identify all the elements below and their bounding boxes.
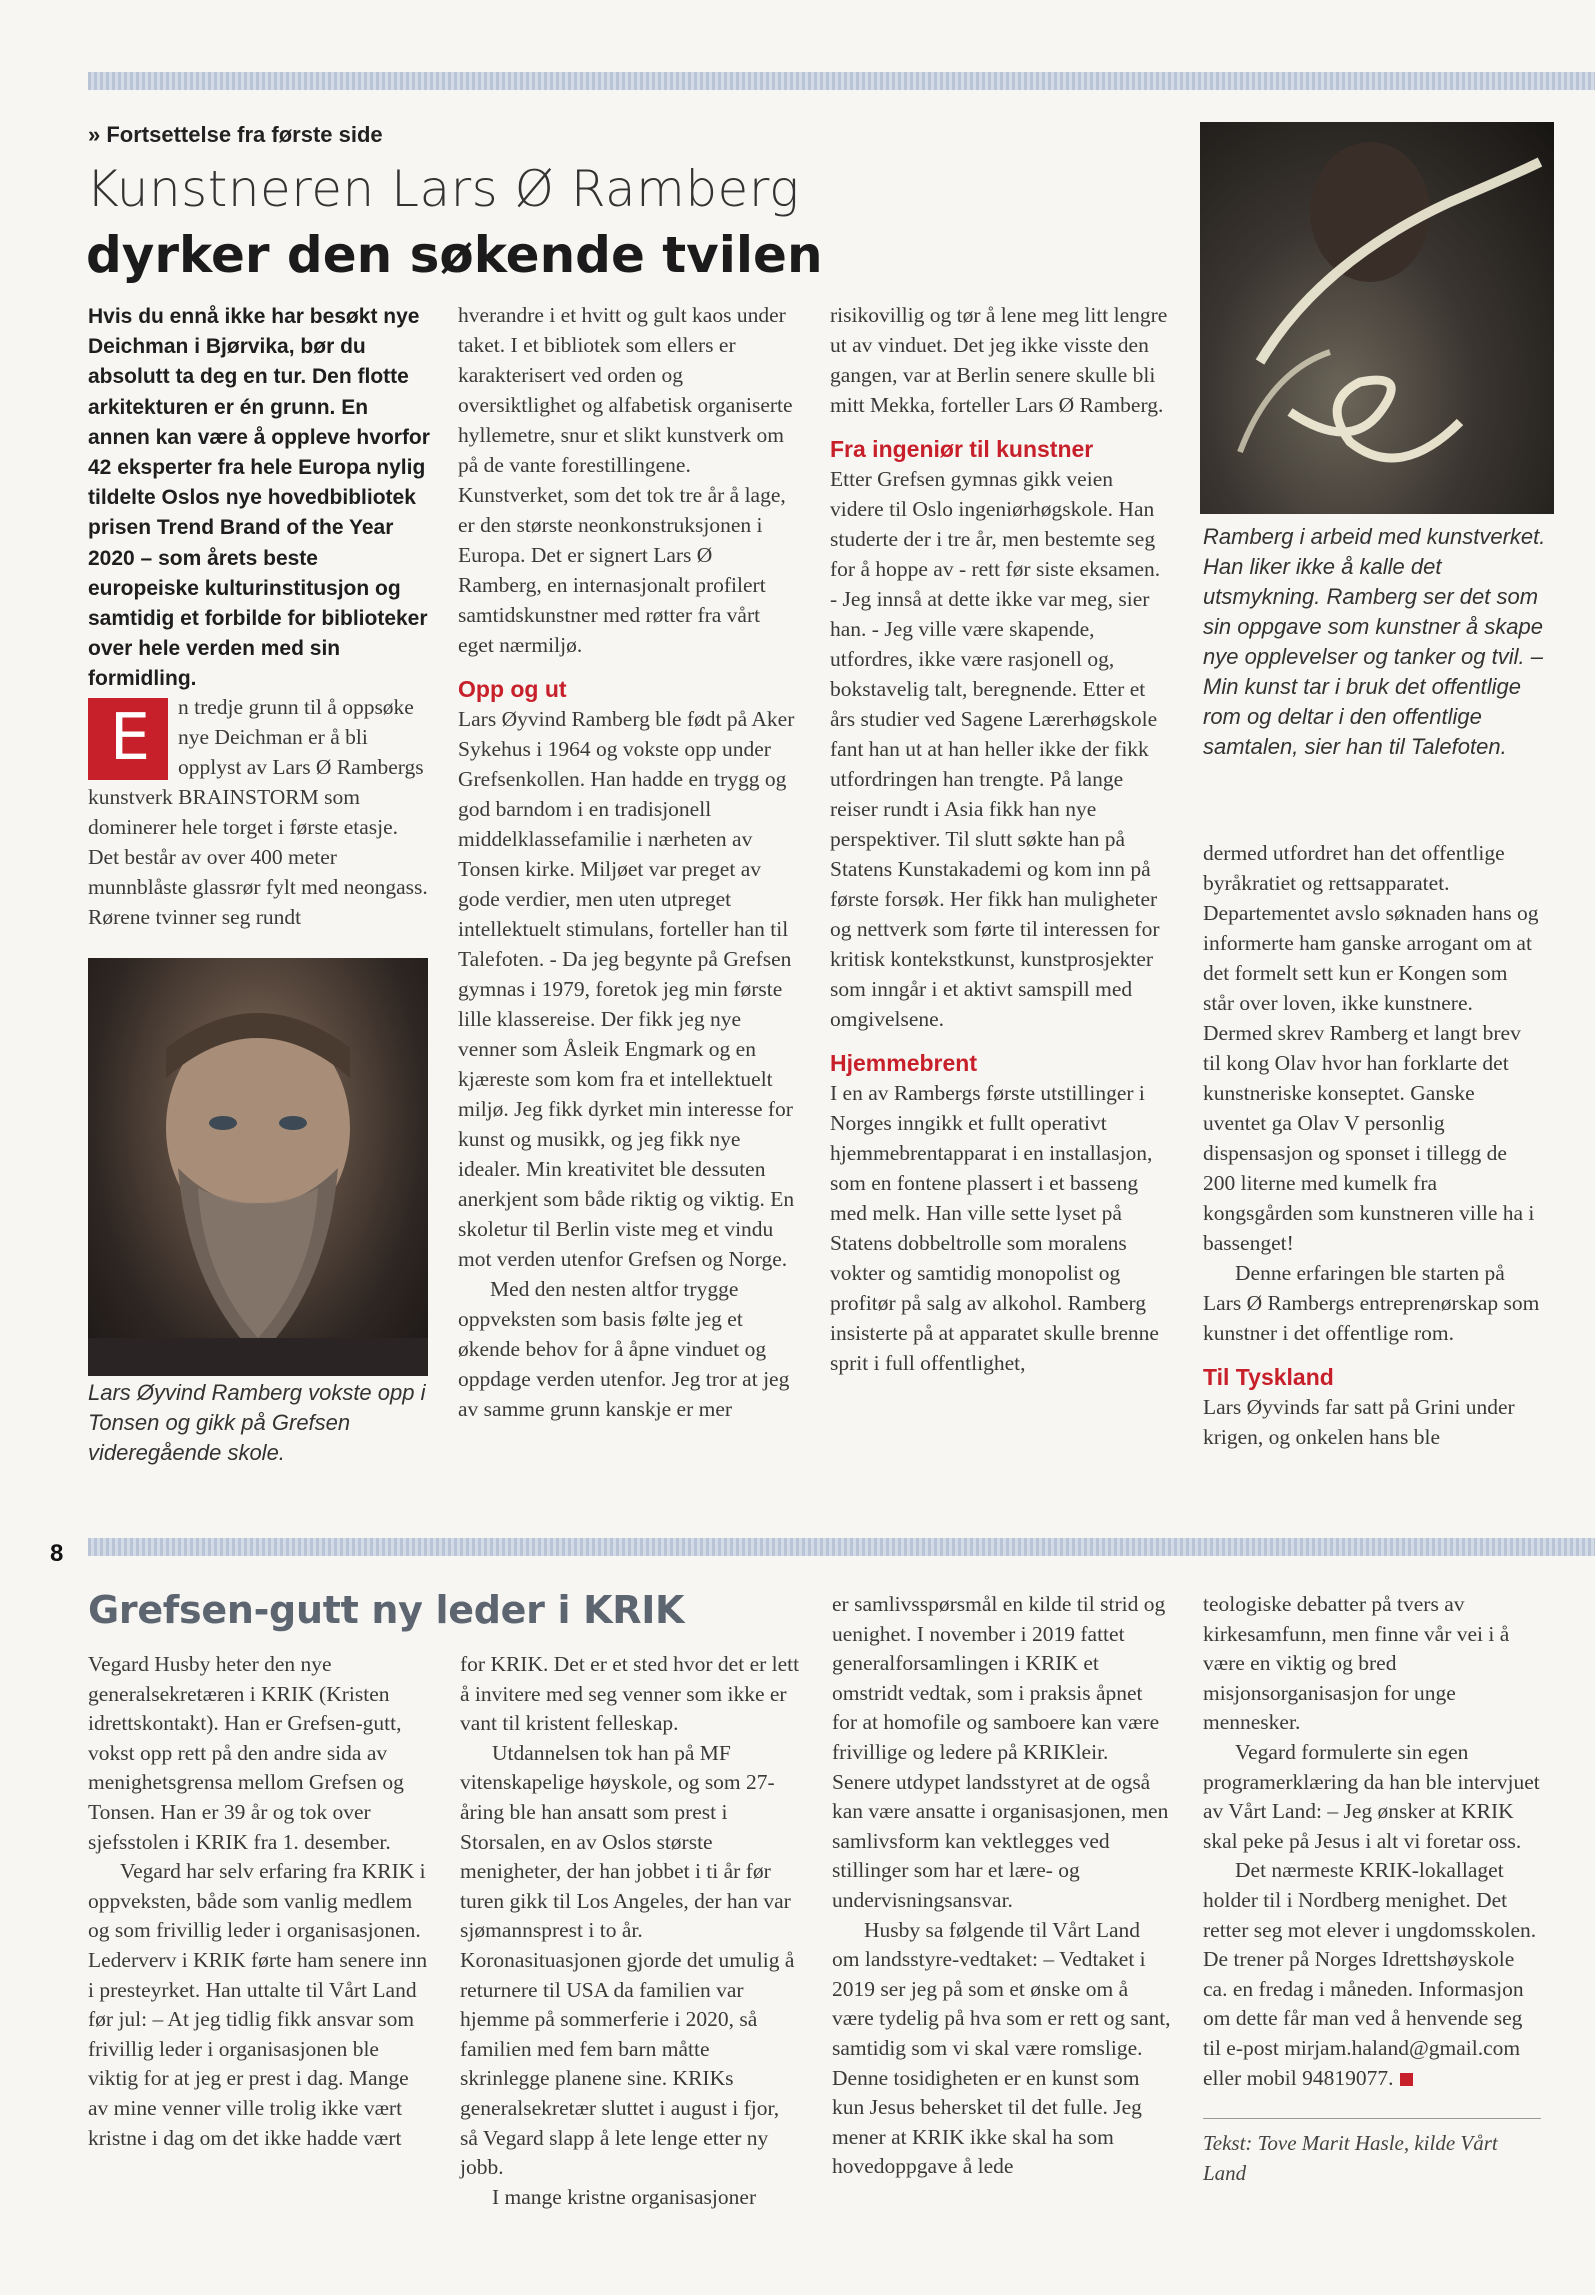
col4-paragraph-3: Lars Øyvinds far satt på Grini under krigen, og onkelen hans ble xyxy=(1203,1395,1515,1449)
middle-decorative-stripe xyxy=(88,1538,1595,1556)
krik-column-3 xyxy=(832,1590,1172,2182)
krik-column-4 xyxy=(1203,1590,1543,2093)
end-of-article-mark xyxy=(1400,2073,1413,2086)
krik-c4-paragraph-2: Vegard formulerte sin egen programerklæring da han ble intervjuet av Vårt Land: – Jeg ønsker at KRIK skal peke på Jesus i alt vi foretar oss. xyxy=(1203,1739,1540,1853)
col3-paragraph-1: risikovillig og tør å lene meg litt lengre ut av vinduet. Det jeg ikke visste den gangen, var at Berlin senere skulle bli mitt Mekka, forteller Lars Ø Ramberg. xyxy=(830,303,1168,417)
col4-paragraph-2: Denne erfaringen ble starten på Lars Ø Rambergs entreprenørskap som kunstner i det offentlige rom. xyxy=(1203,1261,1540,1345)
col2-paragraph-3: Med den nesten altfor trygge oppveksten som basis følte jeg et økende behov for å åpne vinduet og oppdage verden utenfor. Jeg tror at jeg av samme grunn kanskje er mer xyxy=(458,1277,790,1421)
headline-light: Kunstneren Lars Ø Ramberg xyxy=(86,160,800,218)
headline-bold: dyrker den søkende tvilen xyxy=(86,226,823,284)
col3-paragraph-3: I en av Rambergs første utstillinger i Norges inngikk et fullt operativt hjemmebrentapparat i en installasjon, som en fontene plassert i et basseng med melk. Han ville sette lyset på Statens dobbeltrolle som moralens vokter og samtidig monopolist og profitør på salg av alkohol. Ramberg insisterte på at apparatet skulle brenne sprit i full offentlighet, xyxy=(830,1081,1159,1375)
krik-c2-paragraph-1: for KRIK. Det er et sted hvor det er lett å invitere med seg venner som ikke er vant til kristent felleskap. xyxy=(460,1652,800,1736)
article-credit: Tekst: Tove Marit Hasle, kilde Vårt Land xyxy=(1203,2131,1498,2185)
dropcap-paragraph xyxy=(88,692,428,932)
dropcap-letter: E xyxy=(88,698,168,780)
col2-paragraph-1: hverandre i et hvitt og gult kaos under taket. I et bibliotek som ellers er karakterisert ved orden og oversiktlighet og alfabetisk organiserte hyllemetre, snur et slikt kunstverk om på de vante forestillingene. Kunstverket, som det tok tre år å lage, er den største neonkonstruksjonen i Europa. Det er signert Lars Ø Ramberg, en internasjonalt profilert samtidskunstner med røtter fra vårt eget nærmiljø. xyxy=(458,303,793,657)
krik-c3-paragraph-2: Husby sa følgende til Vårt Land om landsstyre-vedtaket: – Vedtaket i 2019 ser jeg på som et ønske om å være tydelig på hva som er rett og sant, samtidig som vi skal være romslige. Denne tosidigheten er en kunst som kun Jesus behersket til det fulle. Jeg mener at KRIK ikke skal ha som hovedoppgave å lede xyxy=(832,1917,1171,2179)
top-decorative-stripe xyxy=(88,72,1595,90)
portrait-illustration xyxy=(88,958,428,1376)
krik-contact-text: Det nærmeste KRIK-lokallaget holder til i Nordberg menighet. Det retter seg mot elever i ungdomsskolen. De trener på Norges Idrettshøyskole ca. en fredag i måneden. Informasjon om dette får man ved å henvende seg til e-post mirjam.haland@gmail.com eller mobil 94819077. xyxy=(1203,1858,1537,2090)
subhead-til-tyskland: Til Tyskland xyxy=(1203,1364,1334,1390)
col4-paragraph-1: dermed utfordret han det offentlige byråkratiet og rettsapparatet. Departementet avslo søknaden hans og informerte ham ganske arrogant om at det formelt sett kun er Kongen som står over loven, ikke kunstnere. Dermed skrev Ramberg et langt brev til kong Olav hvor han forklarte det kunstneriske konseptet. Ganske uventet ga Olav V personlig dispensasjon og sponset i tillegg de 200 literne med kumelk fra kongsgården som kunstneren ville ha i bassenget! xyxy=(1203,841,1539,1255)
artwork-illustration xyxy=(1200,122,1554,514)
lead-paragraph: Hvis du ennå ikke har besøkt nye Deichman i Bjørvika, bør du absolutt ta deg en tur. Den flotte arkitekturen er én grunn. En annen kan være å oppleve hvorfor 42 eksperter fra hele Europa nylig tildelte Oslos nye hovedbibliotek prisen Trend Brand of the Year 2020 – som årets beste europeiske kulturinstitusjon og samtidig et forbilde for biblioteker over hele verden med sin formidling. xyxy=(88,305,430,691)
article-column-3 xyxy=(830,300,1170,1378)
continuation-kicker: » Fortsettelse fra første side xyxy=(88,122,383,147)
dropcap-text: n tredje grunn til å oppsøke nye Deichman er å bli opplyst av Lars Ø Rambergs kunstverk BRAINSTORM som dominerer hele torget i første etasje. Det består av over 400 meter munnblåste glassrør fylt med neongass. Rørene tvinner seg rundt xyxy=(88,695,428,929)
portrait-caption: Lars Øyvind Ramberg vokste opp i Tonsen og gikk på Grefsen videregående skole. xyxy=(88,1380,426,1465)
artwork-photo xyxy=(1200,122,1554,514)
col2-paragraph-2: Lars Øyvind Ramberg ble født på Aker Sykehus i 1964 og vokste opp under Grefsenkollen. Han hadde en trygg og god barndom i en tradisjonell middelklassefamilie i nærheten av Tonsen kirke. Miljøet var preget av gode verdier, men uten utpreget intellektuelt stimulans, forteller han til Talefoten. - Da jeg begynte på Grefsen gymnas i 1979, foretok jeg min første lille klassereise. Der fikk jeg nye venner som Åsleik Engmark og en kjæreste som kom fra et intellektuelt miljø. Jeg fikk dyrket min interesse for kunst og musikk, og jeg fikk nye idealer. Min kreativitet ble dessuten anerkjent som både riktig og viktig. En skoletur til Berlin viste meg et vindu mot verden utenfor Grefsen og Norge. xyxy=(458,707,795,1271)
krik-c4-paragraph-3 xyxy=(1203,1856,1543,2093)
subhead-fra-ingenior: Fra ingeniør til kunstner xyxy=(830,436,1094,462)
subhead-opp-og-ut: Opp og ut xyxy=(458,676,567,702)
krik-column-1 xyxy=(88,1650,433,2153)
krik-c1-paragraph-2: Vegard har selv erfaring fra KRIK i oppveksten, både som vanlig medlem og som frivillig leder i organisasjonen. Lederverv i KRIK førte ham senere inn i presteyrket. Han uttalte til Vårt Land før jul: – At jeg tidlig fikk ansvar som frivillig leder i organisasjonen ble viktig for at jeg er prest i dag. Mange av mine venner ville trolig ikke vært kristne i dag om det ikke hadde vært xyxy=(88,1859,428,2150)
article-column-4 xyxy=(1203,838,1543,1452)
krik-c4-paragraph-1: teologiske debatter på tvers av kirkesamfunn, men finne vår vei i å være en viktig og bred misjonsorganisasjon for unge mennesker. xyxy=(1203,1592,1510,1735)
krik-c2-paragraph-3: I mange kristne organisasjoner xyxy=(492,2184,757,2209)
subhead-hjemmebrent: Hjemmebrent xyxy=(830,1050,977,1076)
article-column-2 xyxy=(458,300,798,1424)
krik-c2-paragraph-2: Utdannelsen tok han på MF vitenskapelige høyskole, og som 27-åring ble han ansatt som prest i Storsalen, en av Oslos største menigheter, der han jobbet i ti år før turen gikk til Los Angeles, der han var sjømannsprest i to år. Koronasituasjonen gjorde det umulig å returnere til USA da familien var hjemme på sommerferie i 2020, så familien med fem barn måtte skrinlegge planene sine. KRIKs generalsekretær sluttet i august i fjor, så Vegard slapp å lete lenge etter ny jobb. xyxy=(460,1740,795,2180)
portrait-photo xyxy=(88,958,428,1376)
page-number: 8 xyxy=(50,1540,64,1567)
credit-divider xyxy=(1203,2118,1541,2119)
col3-paragraph-2: Etter Grefsen gymnas gikk veien videre til Oslo ingeniørhøgskole. Han studerte der i tre år, men bestemte seg for å hoppe av - rett før siste eksamen. - Jeg innså at dette ikke var meg, sier han. - Jeg ville være skapende, utfordres, ikke være rasjonell og, bokstavelig talt, beregnende. Etter et års studier ved Sagene Lærerhøgskole fant han ut at han heller ikke der fikk utfordringen han trengte. På lange reiser rundt i Asia fikk han nye perspektiver. Til slutt søkte han på Statens Kunstakademi og kom inn på første forsøk. Her fikk han muligheter og nettverk som førte til interessen for kritisk kontekstkunst, kunstprosjekter som inngår i et aktivt samspill med omgivelsene. xyxy=(830,467,1161,1031)
krik-c3-paragraph-1: er samlivsspørsmål en kilde til strid og uenighet. I november i 2019 fattet generalforsamlingen i KRIK et omstridt vedtak, som i praksis åpnet for at homofile og samboere kan være frivillige og ledere på KRIKleir. Senere utdypet landsstyret at de også kan være ansatte i organisasjonen, men samlivsform kan vektlegges ved stillinger som har et lære- og undervisningsansvar. xyxy=(832,1592,1169,1912)
krik-column-2 xyxy=(460,1650,800,2212)
krik-c1-paragraph-1: Vegard Husby heter den nye generalsekretæren i KRIK (Kristen idrettskontakt). Han er Grefsen-gutt, vokst opp rett på den andre sida av menighetsgrensa mellom Grefsen og Tonsen. Han er 39 år og tok over sjefsstolen i KRIK fra 1. desember. xyxy=(88,1652,404,1854)
krik-article-title: Grefsen-gutt ny leder i KRIK xyxy=(88,1588,685,1632)
artwork-caption: Ramberg i arbeid med kunstverket. Han liker ikke å kalle det utsmykning. Ramberg ser det som sin oppgave som kunstner å skape nye opplevelser og tanker og tvil. – Min kunst tar i bruk det offentlige rom og deltar i den offentlige samtalen, sier han til Talefoten. xyxy=(1203,524,1546,759)
